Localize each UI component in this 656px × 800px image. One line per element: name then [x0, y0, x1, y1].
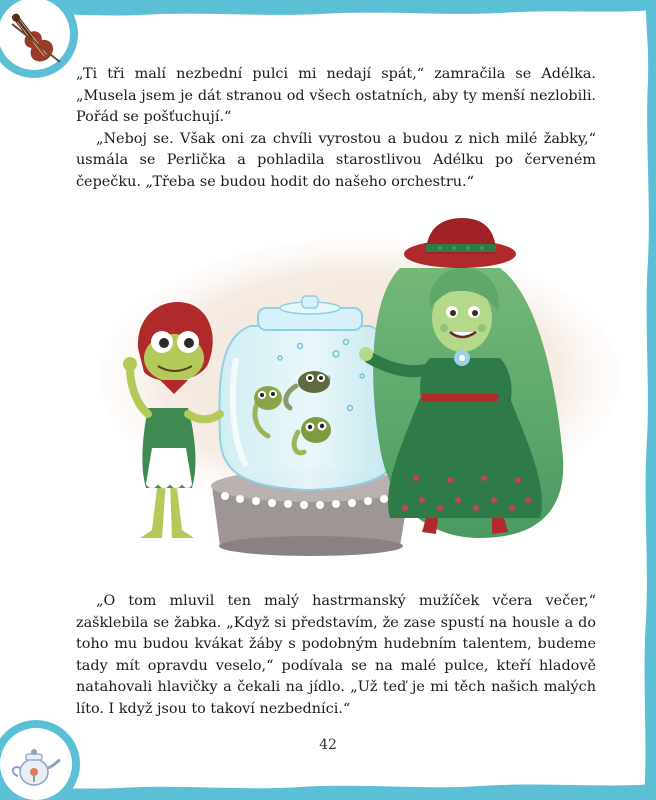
right-border	[636, 0, 656, 800]
paragraph-2: „Neboj se. Však oni za chvíli vyrostou a budou z nich milé žabky,“ usmála se Perlička a pohladila starostlivou Adélku po červeném čepečku. „Třeba se budou hodit do našeho orchestru.“	[76, 130, 596, 190]
illustration	[100, 208, 620, 578]
violin-icon	[0, 0, 86, 86]
top-text-block	[76, 64, 596, 193]
page-number: 42	[319, 737, 337, 753]
teapot-icon	[0, 716, 84, 800]
paragraph-3: „O tom mluvil ten malý hastrmanský mužíček včera večer,“ zašklebila se žabka. „Když si představím, že zase spustí na housle a do toho mu budou kvákat žáby s podobným hudebním talentem, budeme tady mít opravdu veselo,“ podívala se na malé pulce, kteří hladově natahovali hlavičky a čekali na jídlo. „Už teď je mi těch našich malých líto. I když jsou to takoví nezbedníci.“	[76, 593, 596, 717]
bottom-border	[0, 778, 656, 800]
top-border	[0, 0, 656, 20]
paragraph-1: „Ti tři malí nezbední pulci mi nedají spát,“ zamračila se Adélka. „Musela jsem je dát stranou od všech ostatních, aby ty menší nezlobili. Pořád se pošťuchují.“	[76, 66, 596, 125]
bottom-text-block	[76, 591, 596, 720]
